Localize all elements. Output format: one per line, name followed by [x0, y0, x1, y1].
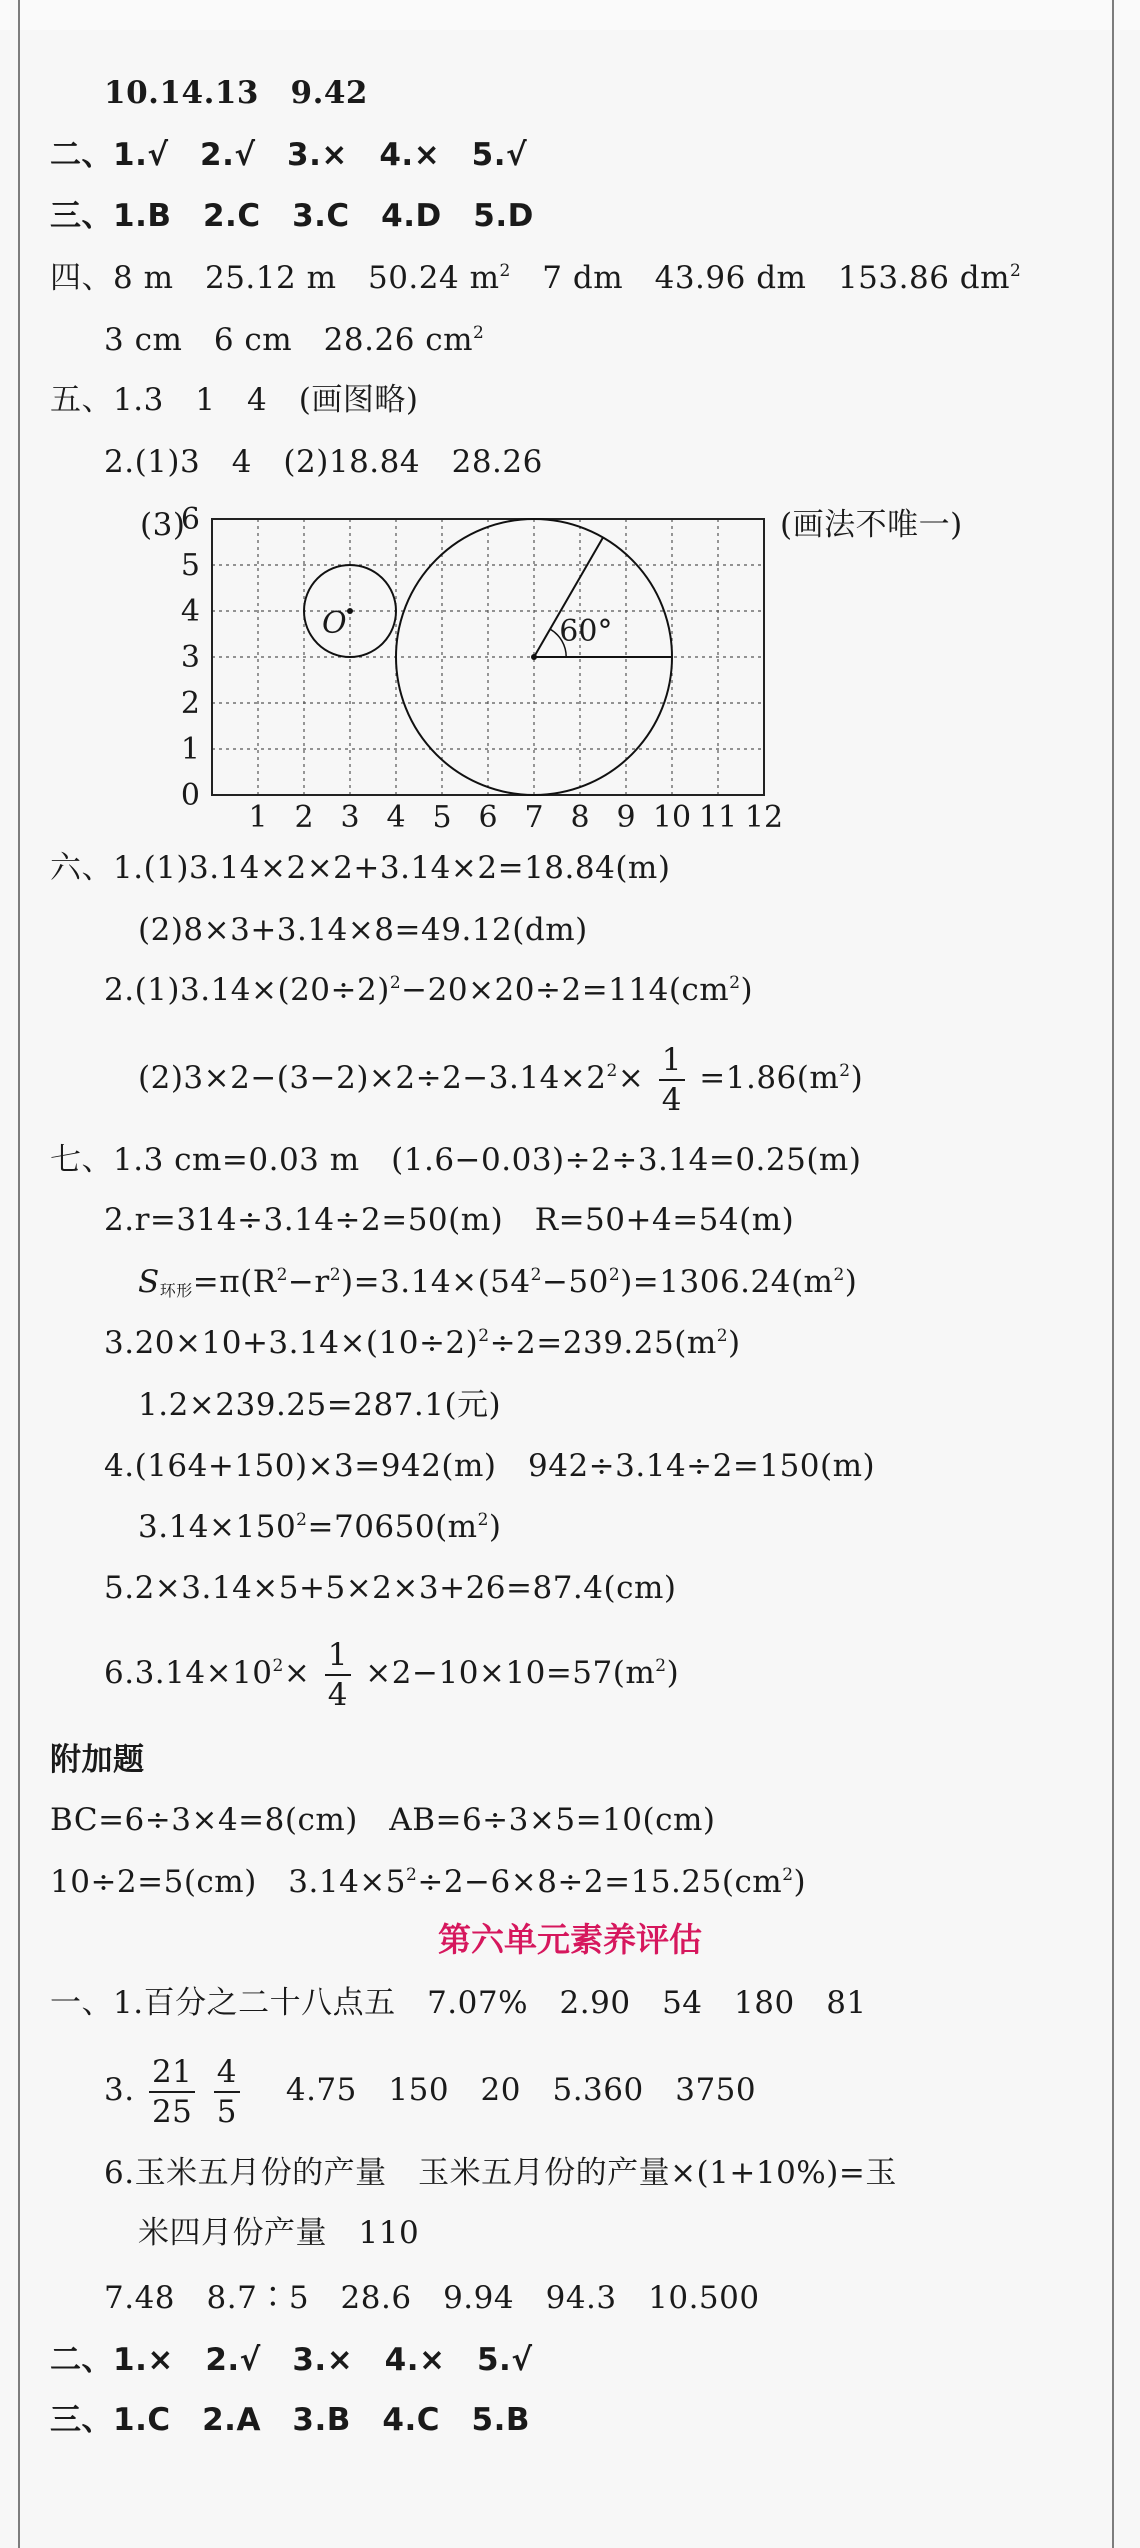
answer-line: 3. $\frac{21}{25}$ $\frac{4}{5}$ 4.75 150 20 5.360 3750: [104, 2053, 757, 2130]
answer-line: 四、8 m 25.12 m 50.24 $m^2$ 7 dm 43.96 dm 153.86 $dm^2$: [50, 260, 1022, 296]
answer-line: $6.3.14\times 10^2\times$ $\frac{1}{4}$ $\times 2-10\times 10=57(m^2)$: [104, 1636, 680, 1713]
y-tick-label: 0: [180, 778, 200, 813]
answer-line: $(2)3\times 2-(3-2)\times 2\div 2-3.14\times 2^2\times$ $\frac{1}{4}$ $=1.86(m^2)$: [138, 1041, 864, 1118]
fraction-one-quarter: $\frac{1}{4}$: [659, 1041, 685, 1119]
x-tick-label: 5: [432, 800, 452, 835]
y-tick-label: 6: [180, 502, 200, 537]
fraction-4-5: $\frac{4}{5}$: [214, 2053, 240, 2131]
circle-figure: [112, 495, 792, 840]
x-tick-label: 6: [478, 800, 498, 835]
answer-line: 1.2×239.25=287.1(元): [138, 1387, 502, 1423]
answer-line: 10÷2=5(cm) $3.14\times 5^2\div 2-6\times 8\div 2=15.25(cm^2)$: [50, 1864, 807, 1900]
x-tick-label: 2: [294, 800, 314, 835]
answer-line: $S_{环形}=\pi(R^2-r^2)=3.14\times(54^2-50^2)=1306.24(m^2)$: [138, 1264, 858, 1300]
answer-line: $2.(1)3.14\times(20\div 2)^2-20\times 20\div 2=114(cm^2)$: [104, 972, 754, 1008]
x-tick-label: 4: [386, 800, 406, 835]
x-tick-label: 9: [616, 800, 636, 835]
answer-line: (2)8×3+3.14×8=49.12(dm): [138, 912, 588, 948]
y-tick-label: 3: [180, 640, 200, 675]
unit-title: 第六单元素养评估: [438, 1920, 702, 1959]
x-tick-label: 11: [698, 800, 738, 835]
angle-label: 60°: [559, 613, 613, 649]
answer-line: 七、1.3 cm=0.03 m (1.6−0.03)÷2÷3.14=0.25(m): [50, 1142, 862, 1178]
answer-line: 2.r=314÷3.14÷2=50(m) R=50+4=54(m): [104, 1202, 795, 1238]
answer-line: BC=6÷3×4=8(cm) AB=6÷3×5=10(cm): [50, 1802, 716, 1838]
answer-line: 三、1.C 2.A 3.B 4.C 5.B: [50, 2402, 530, 2438]
answer-line: 7.48 8.7∶5 28.6 9.94 94.3 10.500: [104, 2280, 760, 2316]
figure-note: (画法不唯一): [780, 507, 963, 543]
answer-line: 5.2×3.14×5+5×2×3+26=87.4(cm): [104, 1570, 677, 1606]
x-tick-label: 8: [570, 800, 590, 835]
fraction-one-quarter: $\frac{1}{4}$: [325, 1636, 351, 1714]
answer-line: 2.(1)3 4 (2)18.84 28.26: [104, 444, 543, 480]
top-margin: [0, 0, 1140, 30]
left-margin-line: [18, 0, 20, 2548]
figure-label: (3): [140, 507, 186, 543]
answer-line: 一、1.百分之二十八点五 7.07% 2.90 54 180 81: [50, 1985, 867, 2021]
answer-line: 4.(164+150)×3=942(m) 942÷3.14÷2=150(m): [104, 1448, 876, 1484]
answer-line: 3 cm 6 cm 28.26 $cm^2$: [104, 322, 485, 358]
x-tick-label: 7: [524, 800, 544, 835]
y-tick-label: 2: [180, 686, 200, 721]
center-point-o: [347, 608, 353, 614]
grid: [212, 519, 764, 795]
answer-line: 六、1.(1)3.14×2×2+3.14×2=18.84(m): [50, 850, 671, 886]
fraction-21-25: $\frac{21}{25}$: [149, 2053, 195, 2131]
x-tick-label: 3: [340, 800, 360, 835]
answer-line: 二、1.√ 2.√ 3.× 4.× 5.√: [50, 137, 528, 173]
x-tick-label: 1: [248, 800, 268, 835]
answer-line: 五、1.3 1 4 (画图略): [50, 382, 419, 418]
answer-line: $3.14\times 150^2=70650(m^2)$: [138, 1509, 502, 1545]
x-tick-label: 10: [652, 800, 692, 835]
y-tick-label: 1: [180, 732, 200, 767]
y-tick-label: 4: [180, 594, 200, 629]
right-margin-line: [1112, 0, 1114, 2548]
answer-line: 10.14.13 9.42: [104, 75, 369, 111]
section-heading: 附加题: [50, 1742, 145, 1778]
answer-line: 6.玉米五月份的产量 玉米五月份的产量×(1+10%)=玉: [104, 2155, 897, 2191]
center-label-o: O: [322, 606, 347, 641]
answer-line: $3.20\times 10+3.14\times(10\div 2)^2\div 2=239.25(m^2)$: [104, 1325, 741, 1361]
x-tick-label: 12: [744, 800, 784, 835]
answer-line: 米四月份产量 110: [138, 2215, 420, 2251]
answer-line: 三、1.B 2.C 3.C 4.D 5.D: [50, 198, 534, 234]
answer-line: 二、1.× 2.√ 3.× 4.× 5.√: [50, 2342, 533, 2378]
y-tick-label: 5: [180, 548, 200, 583]
